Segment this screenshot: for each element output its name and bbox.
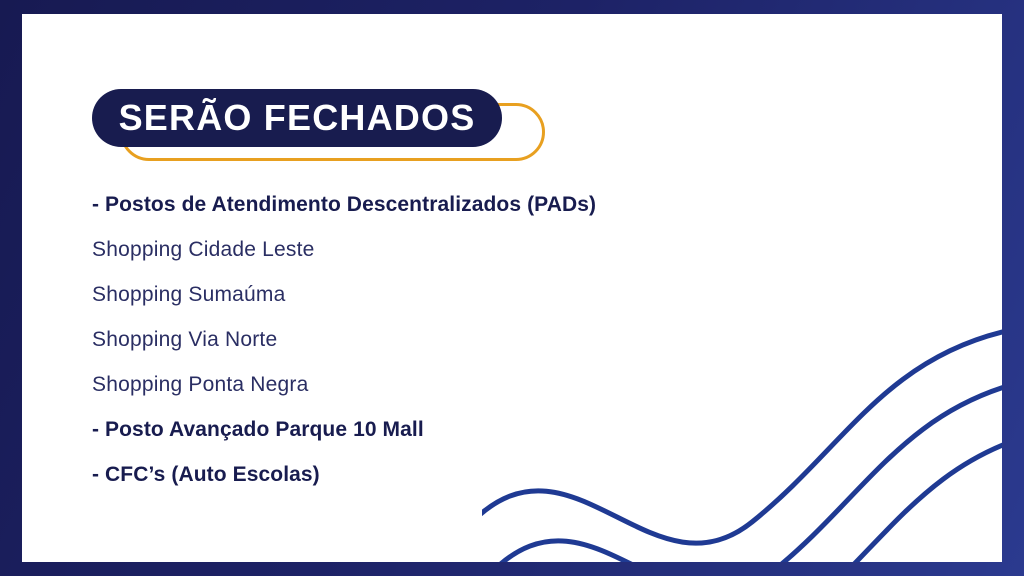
list-item: - CFC’s (Auto Escolas) xyxy=(92,463,320,486)
list-item: Shopping Sumaúma xyxy=(92,283,286,306)
list-item: Shopping Cidade Leste xyxy=(92,238,315,261)
closing-locations-list xyxy=(92,182,852,497)
list-item: - Posto Avançado Parque 10 Mall xyxy=(92,418,424,441)
slide-canvas xyxy=(22,14,1002,562)
list-item: Shopping Via Norte xyxy=(92,328,278,351)
slide-title-badge xyxy=(92,89,502,147)
list-item: - Postos de Atendimento Descentralizados (PADs) xyxy=(92,193,597,216)
slide-title-group xyxy=(92,89,552,161)
list-item: Shopping Ponta Negra xyxy=(92,373,309,396)
page-title: SERÃO FECHADOS xyxy=(118,97,476,138)
